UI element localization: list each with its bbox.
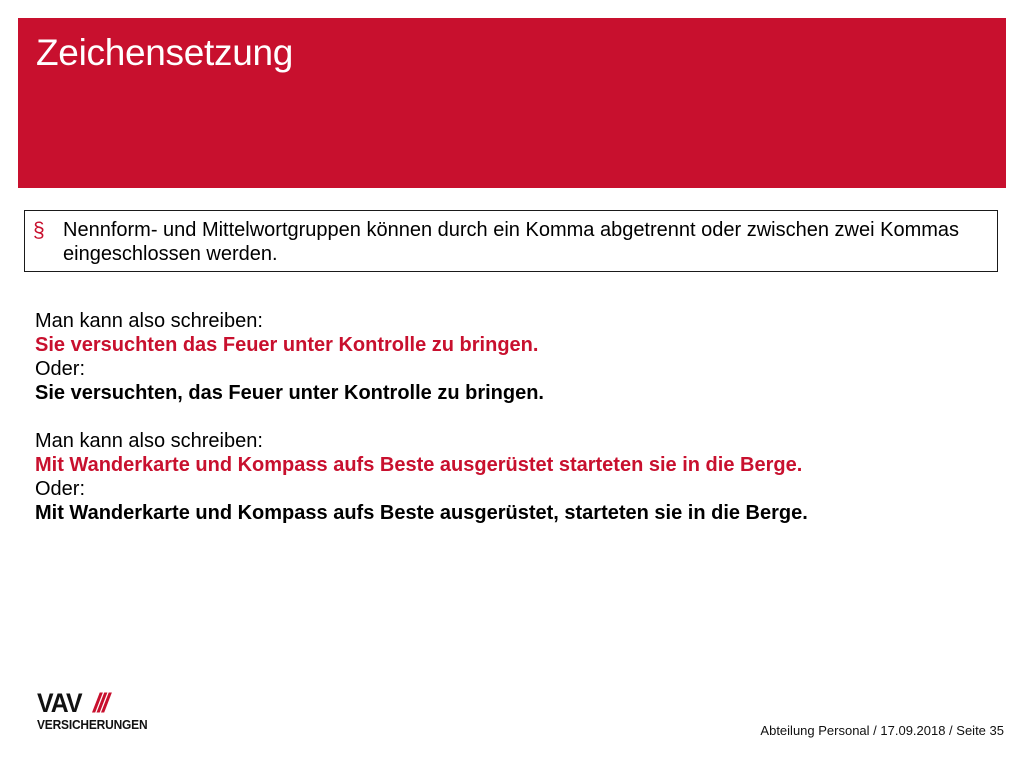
title-banner: [18, 18, 1006, 188]
example-1-intro: Man kann also schreiben:: [35, 310, 263, 332]
example-1-with-comma: Sie versuchten, das Feuer unter Kontrolle zu bringen.: [35, 382, 544, 404]
example-2-or-label: Oder:: [35, 478, 86, 500]
slide-footer: Abteilung Personal / 17.09.2018 / Seite 35: [760, 723, 1004, 738]
vav-logo: [37, 690, 157, 734]
example-2-without-comma: Mit Wanderkarte und Kompass aufs Beste ausgerüstet starteten sie in die Berge.: [35, 454, 803, 476]
example-1-without-comma: Sie versuchten das Feuer unter Kontrolle zu bringen.: [35, 334, 539, 356]
example-1-or-label: Oder:: [35, 358, 86, 380]
example-2-with-comma: Mit Wanderkarte und Kompass aufs Beste ausgerüstet, starteten sie in die Berge.: [35, 502, 808, 524]
examples-section: [35, 309, 995, 525]
paragraph-bullet: §: [33, 219, 45, 242]
rule-box: [24, 210, 998, 272]
example-spacer: [35, 405, 995, 429]
logo-wordmark: VAV: [37, 688, 82, 718]
rule-text: Nennform- und Mittelwortgruppen können durch ein Komma abgetrennt oder zwischen zwei Kommas eingeschlossen werden.: [63, 219, 960, 265]
slide-title: Zeichensetzung: [36, 32, 294, 73]
logo-subline: VERSICHERUNGEN: [37, 717, 148, 732]
logo-slashes: ///: [93, 688, 107, 718]
example-2-intro: Man kann also schreiben:: [35, 430, 263, 452]
